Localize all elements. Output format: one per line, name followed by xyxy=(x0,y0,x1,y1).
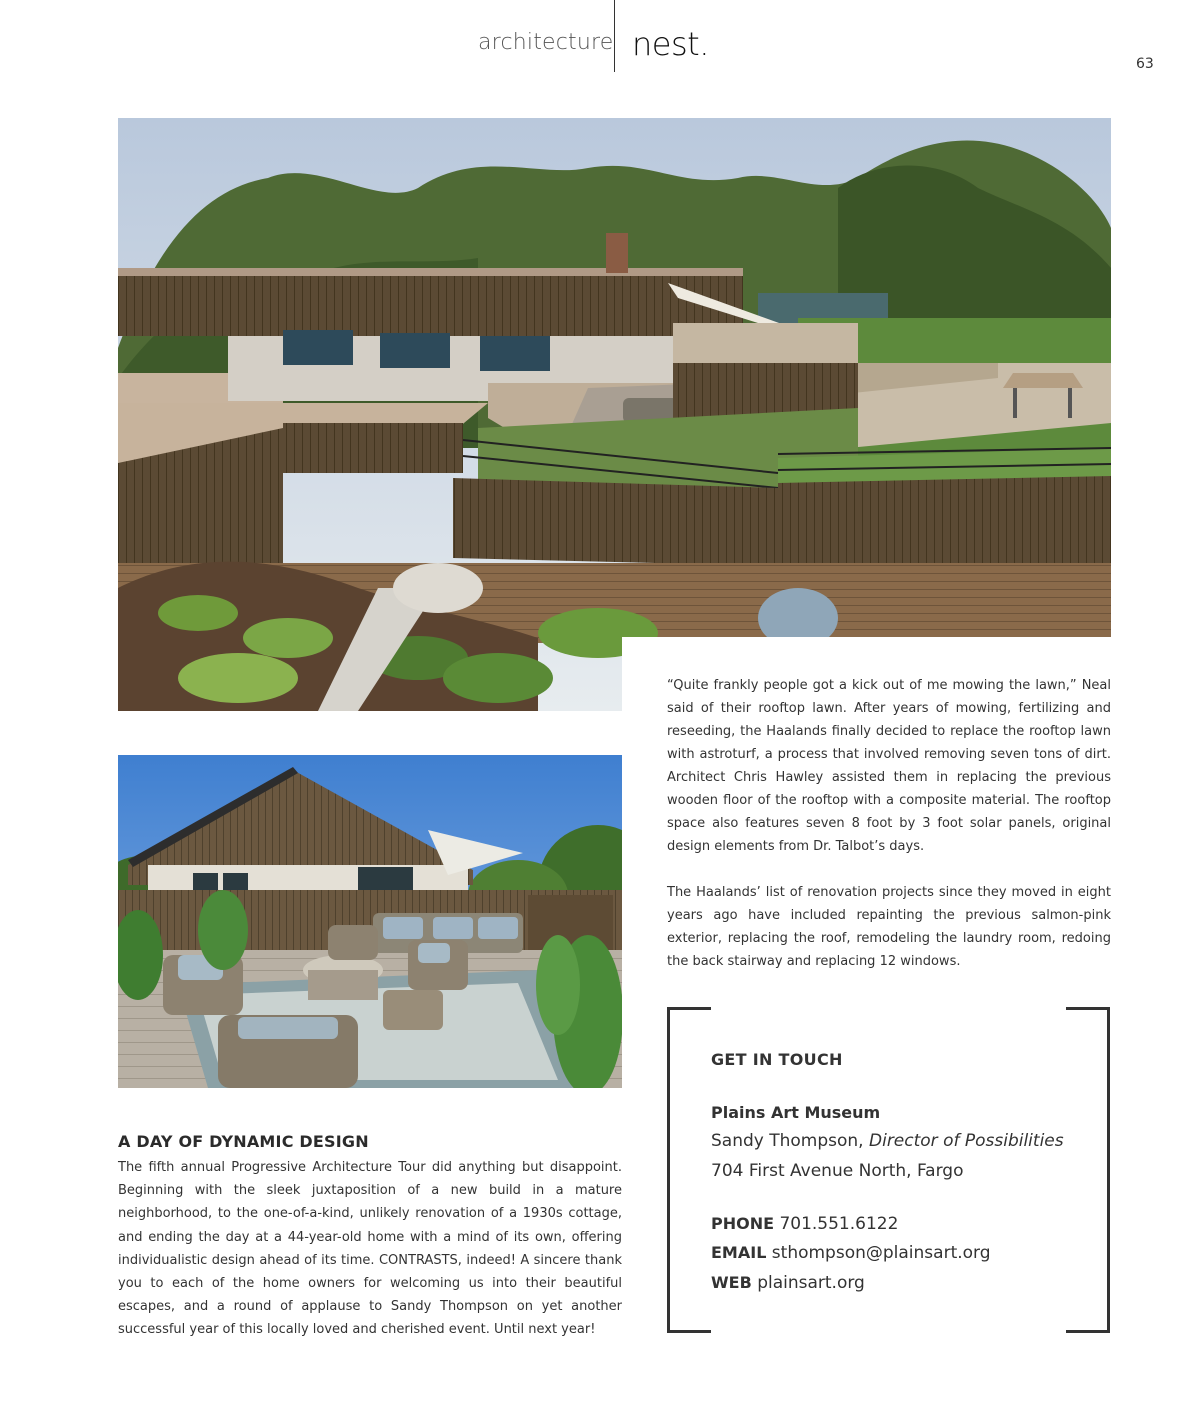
section-label: architecture xyxy=(478,30,614,55)
web-link[interactable]: plainsart.org xyxy=(757,1273,865,1293)
magazine-logo xyxy=(632,25,709,63)
contact-email-line xyxy=(711,1243,991,1263)
contact-web-line xyxy=(711,1273,865,1293)
right-paragraph: The Haalands’ list of renovation projects since they moved in eight years ago have included repainting the previous salmon-pink exterior, replacing the roof, remodeling the laundry room, redoing the back stairway and replacing 12 windows. xyxy=(667,885,1111,969)
page-number: 63 xyxy=(1136,56,1154,72)
header-divider xyxy=(614,0,615,72)
logo-wordmark: nest. xyxy=(632,25,709,63)
contact-person: Sandy Thompson, xyxy=(711,1131,864,1151)
article-right-column xyxy=(667,674,1111,973)
contact-phone-line xyxy=(711,1214,898,1234)
contact-address: 704 First Avenue North, Fargo xyxy=(711,1161,964,1181)
web-label: WEB xyxy=(711,1273,752,1292)
rooftop-patio-illustration xyxy=(118,755,622,1088)
left-bracket xyxy=(667,1007,711,1333)
aerial-rooftop-photo xyxy=(118,118,1111,711)
contact-title: GET IN TOUCH xyxy=(711,1050,843,1069)
contact-role: Director of Possibilities xyxy=(869,1131,1064,1151)
contact-box xyxy=(667,1007,1110,1333)
contact-person-line xyxy=(711,1131,1064,1151)
email-link[interactable]: sthompson@plainsart.org xyxy=(771,1243,991,1263)
right-paragraph: “Quite frankly people got a kick out of me mowing the lawn,” Neal said of their rooftop lawn. After years of mowing, fertilizing and reseeding, the Haalands finally decided to replace the rooftop lawn with astroturf, a process that involved removing seven tons of dirt. Architect Chris Hawley assisted them in replacing the previous wooden floor of the rooftop with a composite material. The rooftop space also features seven 8 foot by 3 foot solar panels, original design elements from Dr. Talbot’s days. xyxy=(667,678,1111,854)
contact-organization: Plains Art Museum xyxy=(711,1103,881,1122)
article-heading: A DAY OF DYNAMIC DESIGN xyxy=(118,1132,369,1151)
phone-value[interactable]: 701.551.6122 xyxy=(779,1214,899,1234)
aerial-rooftop-illustration xyxy=(118,118,1111,711)
phone-label: PHONE xyxy=(711,1214,775,1233)
right-bracket xyxy=(1066,1007,1110,1333)
article-body: The fifth annual Progressive Architecture Tour did anything but disappoint. Beginning with the sleek juxtaposition of a new build in a mature neighborhood, to the one-of-a-kind, unlikely renovation of a 1930s cottage, and ending the day at a 44-year-old home with a mind of its own, offering individualistic design ahead of its time. CONTRASTS, indeed! A sincere thank you to each of the home owners for welcoming us into their beautiful escapes, and a round of applause to Sandy Thompson on yet another successful year of this locally loved and cherished event. Until next year! xyxy=(118,1160,622,1338)
rooftop-patio-photo xyxy=(118,755,622,1088)
email-label: EMAIL xyxy=(711,1243,767,1262)
